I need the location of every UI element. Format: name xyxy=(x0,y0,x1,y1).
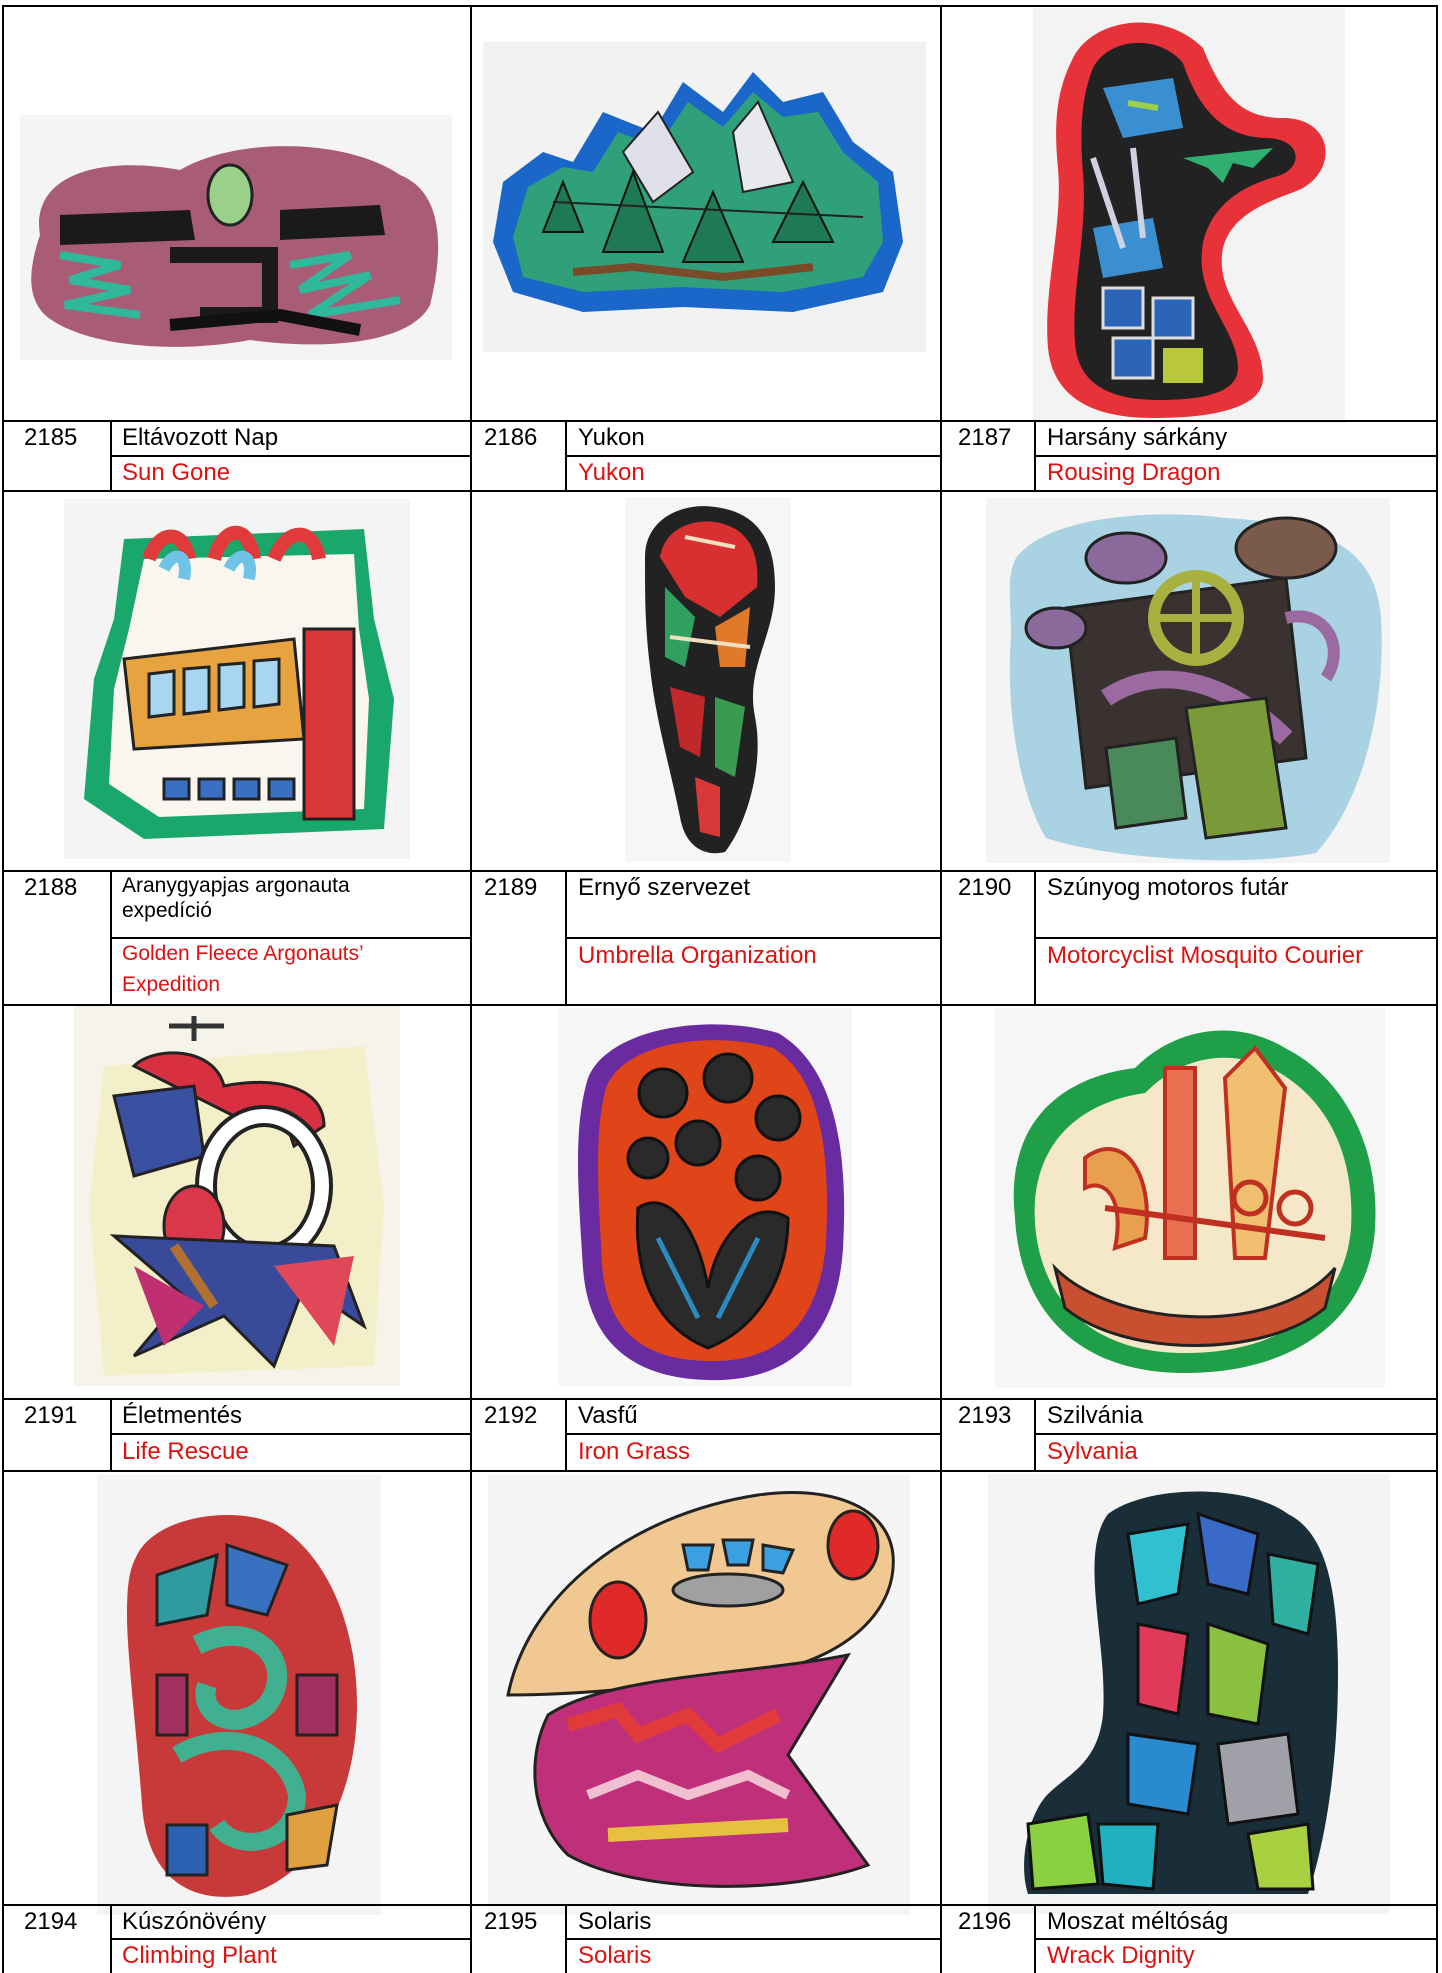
entry-title-en: Sylvania xyxy=(1047,1438,1138,1465)
entry-title-hu: Yukon xyxy=(578,424,645,451)
artwork-2187 xyxy=(1033,8,1345,423)
entry-title-en: Yukon xyxy=(578,459,645,486)
artwork-2186 xyxy=(483,42,926,352)
entry-title-hu: Harsány sárkány xyxy=(1047,424,1228,451)
entry-title-en: Solaris xyxy=(578,1942,652,1969)
entry-number: 2189 xyxy=(484,874,538,901)
entry-title-en: Rousing Dragon xyxy=(1047,459,1221,486)
entry-title-hu: Vasfű xyxy=(578,1402,638,1429)
entry-title-hu-line1: Aranygyapjas argonauta xyxy=(122,874,350,897)
artwork-2195 xyxy=(488,1475,910,1915)
entry-title-en: Wrack Dignity xyxy=(1047,1942,1195,1969)
entry-title-en: Umbrella Organization xyxy=(578,942,817,969)
entry-title-en-line2: Expedition xyxy=(122,973,221,996)
entry-title-en: Sun Gone xyxy=(122,459,231,486)
entry-title-hu: Szilvánia xyxy=(1047,1402,1144,1429)
artwork-2189 xyxy=(625,497,791,862)
entry-title-en: Life Rescue xyxy=(122,1438,249,1465)
entry-title-hu: Ernyő szervezet xyxy=(578,874,751,901)
artwork-2185 xyxy=(20,115,452,360)
entry-title-hu: Solaris xyxy=(578,1908,652,1935)
entry-number: 2186 xyxy=(484,424,538,451)
artwork-2188 xyxy=(64,499,410,859)
entry-number: 2187 xyxy=(958,424,1012,451)
entry-number: 2196 xyxy=(958,1908,1012,1935)
entry-number: 2191 xyxy=(24,1402,78,1429)
entry-title-hu-line2: expedíció xyxy=(122,899,212,922)
entry-title-en: Motorcyclist Mosquito Courier xyxy=(1047,942,1364,969)
entry-number: 2193 xyxy=(958,1402,1012,1429)
entry-title-hu: Moszat méltóság xyxy=(1047,1908,1229,1935)
entry-title-hu: Eltávozott Nap xyxy=(122,424,279,451)
entry-title-en-line1: Golden Fleece Argonauts’ xyxy=(122,942,364,965)
entry-number: 2192 xyxy=(484,1402,538,1429)
entry-number: 2188 xyxy=(24,874,78,901)
entry-number: 2190 xyxy=(958,874,1012,901)
entry-number: 2185 xyxy=(24,424,78,451)
entry-title-hu: Szúnyog motoros futár xyxy=(1047,874,1289,901)
artwork-2192 xyxy=(558,1008,852,1386)
entry-title-en: Climbing Plant xyxy=(122,1942,277,1969)
entry-title-hu: Életmentés xyxy=(122,1402,243,1429)
artwork-2193 xyxy=(995,1008,1385,1388)
entry-number: 2195 xyxy=(484,1908,538,1935)
artwork-2196 xyxy=(988,1474,1390,1914)
entry-title-en: Iron Grass xyxy=(578,1438,691,1465)
artwork-2194 xyxy=(97,1475,381,1915)
artwork-2190 xyxy=(986,498,1390,863)
entry-title-hu: Kúszónövény xyxy=(122,1908,267,1935)
entry-number: 2194 xyxy=(24,1908,78,1935)
artwork-2191 xyxy=(74,1006,400,1386)
